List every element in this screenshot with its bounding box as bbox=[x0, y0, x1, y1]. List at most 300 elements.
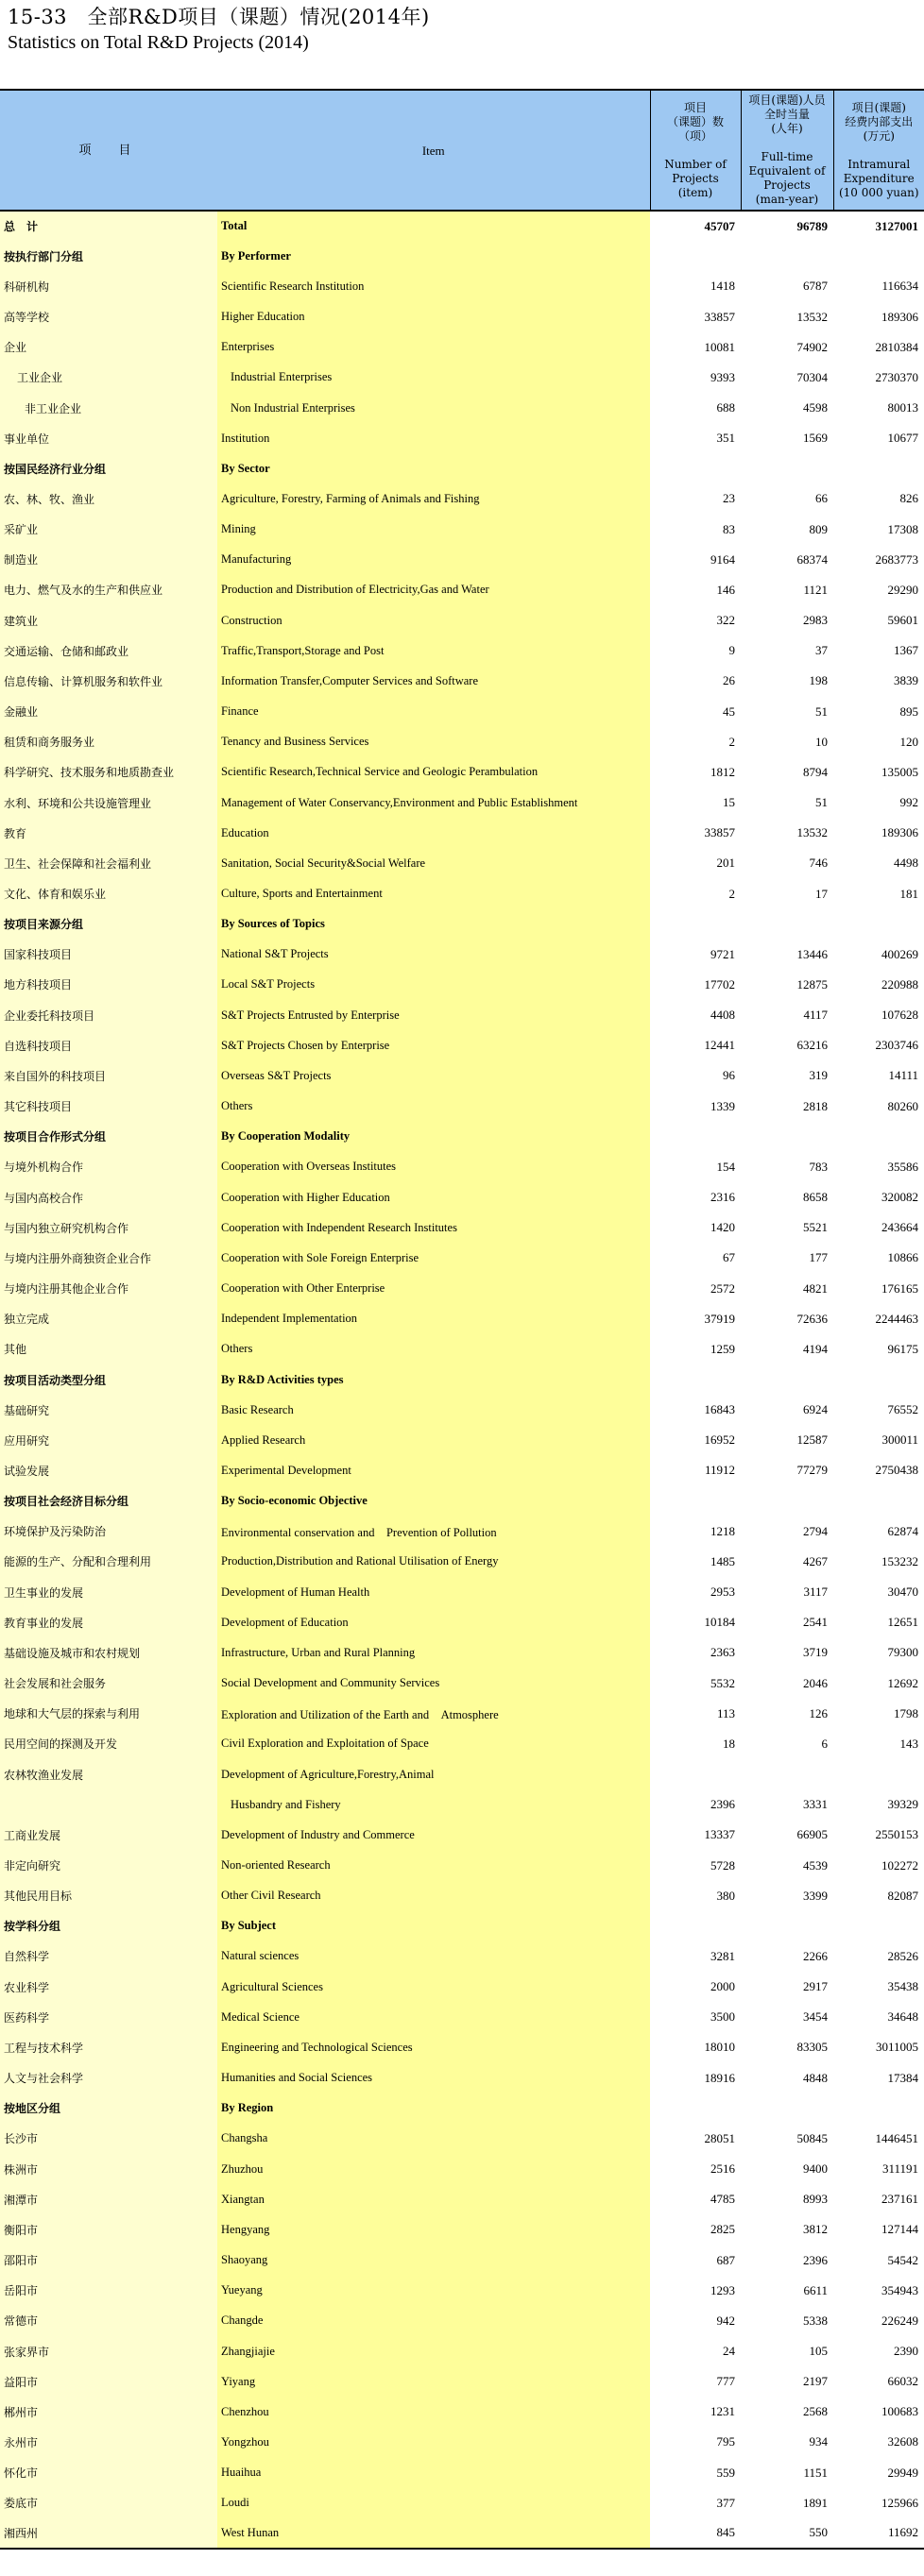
projects-count-cell: 1218 bbox=[650, 1517, 741, 1547]
projects-count-cell: 11912 bbox=[650, 1455, 741, 1485]
item-english-cell: Hengyang bbox=[217, 2214, 650, 2245]
expenditure-cell: 116634 bbox=[833, 271, 924, 301]
personnel-fte-cell: 809 bbox=[741, 515, 833, 545]
personnel-fte-cell: 550 bbox=[741, 2518, 833, 2549]
expenditure-cell: 1367 bbox=[833, 636, 924, 666]
expenditure-cell bbox=[833, 909, 924, 940]
projects-count-cell bbox=[650, 1486, 741, 1517]
projects-count-cell: 2363 bbox=[650, 1637, 741, 1668]
item-chinese-cell: 教育 bbox=[0, 818, 217, 848]
item-chinese-cell: 独立完成 bbox=[0, 1304, 217, 1334]
expenditure-cell: 10866 bbox=[833, 1243, 924, 1273]
expenditure-cell bbox=[833, 241, 924, 271]
item-english-cell: Culture, Sports and Entertainment bbox=[217, 878, 650, 908]
personnel-fte-cell: 6 bbox=[741, 1729, 833, 1759]
expenditure-cell: 311191 bbox=[833, 2154, 924, 2184]
table-row bbox=[0, 1972, 924, 2002]
personnel-fte-cell bbox=[741, 1759, 833, 1789]
expenditure-cell: 2244463 bbox=[833, 1304, 924, 1334]
expenditure-cell: 82087 bbox=[833, 1881, 924, 1911]
table-row bbox=[0, 1547, 924, 1577]
personnel-fte-cell: 77279 bbox=[741, 1455, 833, 1485]
expenditure-cell: 143 bbox=[833, 1729, 924, 1759]
projects-count-cell: 845 bbox=[650, 2518, 741, 2549]
item-english-cell: Changsha bbox=[217, 2124, 650, 2154]
projects-count-cell: 1259 bbox=[650, 1334, 741, 1364]
personnel-fte-cell: 4194 bbox=[741, 1334, 833, 1364]
projects-count-cell: 559 bbox=[650, 2458, 741, 2488]
expenditure-cell: 189306 bbox=[833, 301, 924, 331]
table-row bbox=[0, 1486, 924, 1517]
expenditure-cell: 34648 bbox=[833, 2002, 924, 2032]
item-chinese-cell: 试验发展 bbox=[0, 1455, 217, 1485]
projects-count-cell: 37919 bbox=[650, 1304, 741, 1334]
item-chinese-cell: 应用研究 bbox=[0, 1425, 217, 1455]
table-row bbox=[0, 1941, 924, 1972]
table-row bbox=[0, 575, 924, 605]
item-chinese-cell: 总 计 bbox=[0, 211, 217, 241]
expenditure-cell: 125966 bbox=[833, 2488, 924, 2518]
item-english-cell: Shaoyang bbox=[217, 2245, 650, 2275]
item-english-cell: Non-oriented Research bbox=[217, 1850, 650, 1880]
projects-count-cell: 15 bbox=[650, 788, 741, 818]
table-row bbox=[0, 2093, 924, 2124]
personnel-fte-cell: 72636 bbox=[741, 1304, 833, 1334]
expenditure-cell: 35586 bbox=[833, 1152, 924, 1182]
item-english-cell: Cooperation with Other Enterprise bbox=[217, 1273, 650, 1303]
personnel-fte-cell: 198 bbox=[741, 666, 833, 696]
personnel-fte-cell: 3719 bbox=[741, 1637, 833, 1668]
expenditure-cell: 1798 bbox=[833, 1699, 924, 1729]
projects-count-cell bbox=[650, 1911, 741, 1941]
projects-count-cell: 113 bbox=[650, 1699, 741, 1729]
projects-count-cell: 2 bbox=[650, 727, 741, 757]
table-row bbox=[0, 1122, 924, 1152]
item-english-cell: Husbandry and Fishery bbox=[217, 1789, 650, 1820]
table-row bbox=[0, 2276, 924, 2306]
item-english-cell: Yueyang bbox=[217, 2276, 650, 2306]
item-chinese-cell: 其他 bbox=[0, 1334, 217, 1364]
item-chinese-cell: 地球和大气层的探索与利用 bbox=[0, 1699, 217, 1729]
table-body bbox=[0, 211, 924, 2549]
table-row bbox=[0, 515, 924, 545]
personnel-fte-cell: 51 bbox=[741, 697, 833, 727]
expenditure-cell: 62874 bbox=[833, 1517, 924, 1547]
item-chinese-cell: 与国内独立研究机构合作 bbox=[0, 1212, 217, 1243]
item-english-cell: National S&T Projects bbox=[217, 940, 650, 970]
table-row bbox=[0, 363, 924, 393]
table-row bbox=[0, 1182, 924, 1212]
table-row bbox=[0, 2245, 924, 2275]
table-row bbox=[0, 2214, 924, 2245]
expenditure-cell: 3011005 bbox=[833, 2032, 924, 2062]
projects-count-cell: 2516 bbox=[650, 2154, 741, 2184]
personnel-fte-cell: 12875 bbox=[741, 970, 833, 1000]
item-english-cell: By Cooperation Modality bbox=[217, 1122, 650, 1152]
projects-count-cell: 154 bbox=[650, 1152, 741, 1182]
item-chinese-cell: 人文与社会科学 bbox=[0, 2063, 217, 2093]
item-chinese-cell: 娄底市 bbox=[0, 2488, 217, 2518]
table-row bbox=[0, 909, 924, 940]
personnel-fte-cell: 83305 bbox=[741, 2032, 833, 2062]
projects-count-cell: 18 bbox=[650, 1729, 741, 1759]
personnel-fte-cell: 6611 bbox=[741, 2276, 833, 2306]
expenditure-cell bbox=[833, 453, 924, 483]
item-english-cell: S&T Projects Entrusted by Enterprise bbox=[217, 1000, 650, 1030]
personnel-fte-cell: 96789 bbox=[741, 211, 833, 241]
personnel-fte-cell: 4821 bbox=[741, 1273, 833, 1303]
projects-count-cell: 2000 bbox=[650, 1972, 741, 2002]
table-row bbox=[0, 2336, 924, 2366]
personnel-fte-cell: 13532 bbox=[741, 301, 833, 331]
table-row bbox=[0, 1304, 924, 1334]
item-chinese-cell: 科学研究、技术服务和地质勘查业 bbox=[0, 757, 217, 788]
expenditure-cell: 4498 bbox=[833, 848, 924, 878]
item-chinese-cell: 非工业企业 bbox=[0, 393, 217, 423]
item-chinese-cell: 与国内高校合作 bbox=[0, 1182, 217, 1212]
item-english-cell: Independent Implementation bbox=[217, 1304, 650, 1334]
table-row bbox=[0, 2032, 924, 2062]
projects-count-cell: 1812 bbox=[650, 757, 741, 788]
projects-count-cell: 10081 bbox=[650, 332, 741, 363]
personnel-fte-cell: 37 bbox=[741, 636, 833, 666]
item-chinese-cell: 按执行部门分组 bbox=[0, 241, 217, 271]
item-english-cell: Environmental conservation and Prevention of Pollution bbox=[217, 1517, 650, 1547]
projects-count-cell: 13337 bbox=[650, 1820, 741, 1850]
title-block bbox=[8, 4, 915, 55]
projects-count-cell: 9 bbox=[650, 636, 741, 666]
item-chinese-cell: 怀化市 bbox=[0, 2458, 217, 2488]
table-row bbox=[0, 211, 924, 241]
table-row bbox=[0, 483, 924, 514]
personnel-fte-cell bbox=[741, 241, 833, 271]
personnel-fte-cell bbox=[741, 1911, 833, 1941]
table-row bbox=[0, 818, 924, 848]
item-chinese-cell: 岳阳市 bbox=[0, 2276, 217, 2306]
expenditure-cell: 17308 bbox=[833, 515, 924, 545]
projects-count-cell: 4408 bbox=[650, 1000, 741, 1030]
item-chinese-cell: 民用空间的探测及开发 bbox=[0, 1729, 217, 1759]
item-chinese-cell: 金融业 bbox=[0, 697, 217, 727]
expenditure-cell: 2390 bbox=[833, 2336, 924, 2366]
item-chinese-cell: 非定向研究 bbox=[0, 1850, 217, 1880]
personnel-fte-cell: 66905 bbox=[741, 1820, 833, 1850]
expenditure-cell: 54542 bbox=[833, 2245, 924, 2275]
table-row bbox=[0, 271, 924, 301]
projects-count-cell bbox=[650, 1759, 741, 1789]
item-chinese-cell: 企业 bbox=[0, 332, 217, 363]
expenditure-cell: 10677 bbox=[833, 423, 924, 453]
table-row bbox=[0, 545, 924, 575]
header-item-chinese: 项 目 bbox=[0, 90, 217, 211]
personnel-fte-cell: 9400 bbox=[741, 2154, 833, 2184]
projects-count-cell: 2825 bbox=[650, 2214, 741, 2245]
item-english-cell: By Socio-economic Objective bbox=[217, 1486, 650, 1517]
item-chinese-cell: 信息传输、计算机服务和软件业 bbox=[0, 666, 217, 696]
table-row bbox=[0, 1000, 924, 1030]
personnel-fte-cell: 1151 bbox=[741, 2458, 833, 2488]
projects-count-cell: 18010 bbox=[650, 2032, 741, 2062]
table-row bbox=[0, 1243, 924, 1273]
personnel-fte-cell: 2983 bbox=[741, 605, 833, 636]
personnel-fte-cell: 1891 bbox=[741, 2488, 833, 2518]
projects-count-cell bbox=[650, 1122, 741, 1152]
table-row bbox=[0, 2063, 924, 2093]
table-row bbox=[0, 2306, 924, 2336]
personnel-fte-cell: 6924 bbox=[741, 1395, 833, 1425]
projects-count-cell: 795 bbox=[650, 2427, 741, 2457]
item-english-cell: Huaihua bbox=[217, 2458, 650, 2488]
projects-count-cell: 18916 bbox=[650, 2063, 741, 2093]
projects-count-cell: 2572 bbox=[650, 1273, 741, 1303]
table-row bbox=[0, 2458, 924, 2488]
item-english-cell: Other Civil Research bbox=[217, 1881, 650, 1911]
personnel-fte-cell: 4539 bbox=[741, 1850, 833, 1880]
item-english-cell: Cooperation with Higher Education bbox=[217, 1182, 650, 1212]
item-english-cell: By Sources of Topics bbox=[217, 909, 650, 940]
expenditure-cell bbox=[833, 1122, 924, 1152]
item-chinese-cell: 按项目活动类型分组 bbox=[0, 1364, 217, 1395]
expenditure-cell: 30470 bbox=[833, 1577, 924, 1607]
item-english-cell: Agricultural Sciences bbox=[217, 1972, 650, 2002]
item-chinese-cell: 其它科技项目 bbox=[0, 1092, 217, 1122]
projects-count-cell: 377 bbox=[650, 2488, 741, 2518]
expenditure-cell bbox=[833, 1364, 924, 1395]
personnel-fte-cell: 70304 bbox=[741, 363, 833, 393]
expenditure-cell: 2730370 bbox=[833, 363, 924, 393]
projects-count-cell bbox=[650, 1364, 741, 1395]
expenditure-cell: 2810384 bbox=[833, 332, 924, 363]
table-row bbox=[0, 241, 924, 271]
expenditure-cell: 135005 bbox=[833, 757, 924, 788]
projects-count-cell: 4785 bbox=[650, 2184, 741, 2214]
projects-count-cell: 1485 bbox=[650, 1547, 741, 1577]
table-row bbox=[0, 2427, 924, 2457]
projects-count-cell: 24 bbox=[650, 2336, 741, 2366]
expenditure-cell: 826 bbox=[833, 483, 924, 514]
expenditure-cell: 354943 bbox=[833, 2276, 924, 2306]
personnel-fte-cell: 2818 bbox=[741, 1092, 833, 1122]
item-english-cell: Mining bbox=[217, 515, 650, 545]
expenditure-cell: 39329 bbox=[833, 1789, 924, 1820]
item-chinese-cell: 基础设施及城市和农村规划 bbox=[0, 1637, 217, 1668]
item-chinese-cell: 按学科分组 bbox=[0, 1911, 217, 1941]
table-row bbox=[0, 1881, 924, 1911]
item-english-cell: Cooperation with Sole Foreign Enterprise bbox=[217, 1243, 650, 1273]
table-row bbox=[0, 393, 924, 423]
item-english-cell: Yiyang bbox=[217, 2366, 650, 2397]
expenditure-cell: 100683 bbox=[833, 2397, 924, 2427]
table-row bbox=[0, 332, 924, 363]
personnel-fte-cell: 17 bbox=[741, 878, 833, 908]
personnel-fte-cell: 74902 bbox=[741, 332, 833, 363]
item-chinese-cell: 能源的生产、分配和合理利用 bbox=[0, 1547, 217, 1577]
projects-count-cell: 777 bbox=[650, 2366, 741, 2397]
personnel-fte-cell: 2046 bbox=[741, 1669, 833, 1699]
item-english-cell: Others bbox=[217, 1334, 650, 1364]
table-row bbox=[0, 1212, 924, 1243]
item-chinese-cell: 其他民用目标 bbox=[0, 1881, 217, 1911]
personnel-fte-cell: 8658 bbox=[741, 1182, 833, 1212]
table-row bbox=[0, 2184, 924, 2214]
projects-count-cell: 688 bbox=[650, 393, 741, 423]
projects-count-cell: 9164 bbox=[650, 545, 741, 575]
expenditure-cell: 153232 bbox=[833, 1547, 924, 1577]
item-english-cell: Development of Agriculture,Forestry,Animal bbox=[217, 1759, 650, 1789]
personnel-fte-cell: 4598 bbox=[741, 393, 833, 423]
statistics-table-container bbox=[0, 89, 924, 2550]
expenditure-cell: 76552 bbox=[833, 1395, 924, 1425]
personnel-fte-cell: 177 bbox=[741, 1243, 833, 1273]
expenditure-cell: 2550153 bbox=[833, 1820, 924, 1850]
table-row bbox=[0, 1759, 924, 1789]
projects-count-cell: 2396 bbox=[650, 1789, 741, 1820]
personnel-fte-cell bbox=[741, 1364, 833, 1395]
expenditure-cell: 17384 bbox=[833, 2063, 924, 2093]
item-chinese-cell: 社会发展和社会服务 bbox=[0, 1669, 217, 1699]
personnel-fte-cell: 319 bbox=[741, 1060, 833, 1091]
projects-count-cell: 322 bbox=[650, 605, 741, 636]
personnel-fte-cell: 4117 bbox=[741, 1000, 833, 1030]
item-chinese-cell: 郴州市 bbox=[0, 2397, 217, 2427]
expenditure-cell: 2303746 bbox=[833, 1030, 924, 1060]
expenditure-cell: 400269 bbox=[833, 940, 924, 970]
expenditure-cell: 2683773 bbox=[833, 545, 924, 575]
item-english-cell: Education bbox=[217, 818, 650, 848]
expenditure-cell: 992 bbox=[833, 788, 924, 818]
projects-count-cell: 9393 bbox=[650, 363, 741, 393]
item-chinese-cell: 农业科学 bbox=[0, 1972, 217, 2002]
item-english-cell: Sanitation, Social Security&Social Welfare bbox=[217, 848, 650, 878]
personnel-fte-cell: 8794 bbox=[741, 757, 833, 788]
item-english-cell: Natural sciences bbox=[217, 1941, 650, 1972]
projects-count-cell: 2953 bbox=[650, 1577, 741, 1607]
item-chinese-cell: 采矿业 bbox=[0, 515, 217, 545]
item-english-cell: By Subject bbox=[217, 1911, 650, 1941]
table-row bbox=[0, 1517, 924, 1547]
personnel-fte-cell: 3117 bbox=[741, 1577, 833, 1607]
expenditure-cell: 35438 bbox=[833, 1972, 924, 2002]
personnel-fte-cell: 3331 bbox=[741, 1789, 833, 1820]
personnel-fte-cell: 2541 bbox=[741, 1607, 833, 1637]
table-row bbox=[0, 1669, 924, 1699]
item-english-cell: Development of Industry and Commerce bbox=[217, 1820, 650, 1850]
item-english-cell: Engineering and Technological Sciences bbox=[217, 2032, 650, 2062]
item-chinese-cell: 租赁和商务服务业 bbox=[0, 727, 217, 757]
item-english-cell: Management of Water Conservancy,Environment and Public Establishment bbox=[217, 788, 650, 818]
personnel-fte-cell: 126 bbox=[741, 1699, 833, 1729]
expenditure-cell: 181 bbox=[833, 878, 924, 908]
projects-count-cell: 26 bbox=[650, 666, 741, 696]
projects-count-cell: 2 bbox=[650, 878, 741, 908]
projects-count-cell bbox=[650, 453, 741, 483]
personnel-fte-cell: 2396 bbox=[741, 2245, 833, 2275]
item-english-cell: Cooperation with Independent Research Institutes bbox=[217, 1212, 650, 1243]
table-row bbox=[0, 423, 924, 453]
item-english-cell: S&T Projects Chosen by Enterprise bbox=[217, 1030, 650, 1060]
table-row bbox=[0, 1577, 924, 1607]
item-chinese-cell: 按国民经济行业分组 bbox=[0, 453, 217, 483]
item-chinese-cell: 文化、体育和娱乐业 bbox=[0, 878, 217, 908]
expenditure-cell: 14111 bbox=[833, 1060, 924, 1091]
table-row bbox=[0, 2154, 924, 2184]
item-english-cell: Social Development and Community Services bbox=[217, 1669, 650, 1699]
expenditure-cell: 96175 bbox=[833, 1334, 924, 1364]
item-chinese-cell: 按项目来源分组 bbox=[0, 909, 217, 940]
item-chinese-cell: 水利、环境和公共设施管理业 bbox=[0, 788, 217, 818]
item-english-cell: Overseas S&T Projects bbox=[217, 1060, 650, 1091]
item-chinese-cell: 农、林、牧、渔业 bbox=[0, 483, 217, 514]
item-chinese-cell: 电力、燃气及水的生产和供应业 bbox=[0, 575, 217, 605]
personnel-fte-cell: 13446 bbox=[741, 940, 833, 970]
item-chinese-cell: 农林牧渔业发展 bbox=[0, 1759, 217, 1789]
item-english-cell: Manufacturing bbox=[217, 545, 650, 575]
table-row bbox=[0, 1911, 924, 1941]
rd-projects-table bbox=[0, 89, 924, 2550]
table-row bbox=[0, 1273, 924, 1303]
personnel-fte-cell bbox=[741, 2093, 833, 2124]
table-row bbox=[0, 605, 924, 636]
item-english-cell: Exploration and Utilization of the Earth and Atmosphere bbox=[217, 1699, 650, 1729]
item-chinese-cell: 卫生、社会保障和社会福利业 bbox=[0, 848, 217, 878]
personnel-fte-cell bbox=[741, 1486, 833, 1517]
expenditure-cell: 120 bbox=[833, 727, 924, 757]
expenditure-cell: 237161 bbox=[833, 2184, 924, 2214]
item-chinese-cell: 企业委托科技项目 bbox=[0, 1000, 217, 1030]
table-row bbox=[0, 1820, 924, 1850]
item-english-cell: Agriculture, Forestry, Farming of Animals and Fishing bbox=[217, 483, 650, 514]
personnel-fte-cell: 2794 bbox=[741, 1517, 833, 1547]
expenditure-cell: 102272 bbox=[833, 1850, 924, 1880]
projects-count-cell: 17702 bbox=[650, 970, 741, 1000]
table-row bbox=[0, 878, 924, 908]
item-english-cell: Changde bbox=[217, 2306, 650, 2336]
item-chinese-cell: 株洲市 bbox=[0, 2154, 217, 2184]
personnel-fte-cell: 13532 bbox=[741, 818, 833, 848]
projects-count-cell: 5728 bbox=[650, 1850, 741, 1880]
item-english-cell: Xiangtan bbox=[217, 2184, 650, 2214]
table-row bbox=[0, 1850, 924, 1880]
item-chinese-cell: 事业单位 bbox=[0, 423, 217, 453]
projects-count-cell: 1293 bbox=[650, 2276, 741, 2306]
table-row bbox=[0, 301, 924, 331]
table-row bbox=[0, 2488, 924, 2518]
projects-count-cell: 1420 bbox=[650, 1212, 741, 1243]
item-english-cell: Infrastructure, Urban and Rural Planning bbox=[217, 1637, 650, 1668]
item-english-cell: Construction bbox=[217, 605, 650, 636]
item-chinese-cell: 衡阳市 bbox=[0, 2214, 217, 2245]
table-row bbox=[0, 2002, 924, 2032]
item-chinese-cell: 环境保护及污染防治 bbox=[0, 1517, 217, 1547]
projects-count-cell: 3281 bbox=[650, 1941, 741, 1972]
item-chinese-cell: 与境外机构合作 bbox=[0, 1152, 217, 1182]
item-english-cell: Institution bbox=[217, 423, 650, 453]
projects-count-cell: 1231 bbox=[650, 2397, 741, 2427]
projects-count-cell: 45 bbox=[650, 697, 741, 727]
personnel-fte-cell: 5338 bbox=[741, 2306, 833, 2336]
expenditure-cell: 300011 bbox=[833, 1425, 924, 1455]
header-number-of-projects: 项目 （课题）数 （项） Number of Projects (item) bbox=[650, 90, 741, 211]
personnel-fte-cell: 10 bbox=[741, 727, 833, 757]
projects-count-cell: 16952 bbox=[650, 1425, 741, 1455]
personnel-fte-cell: 4848 bbox=[741, 2063, 833, 2093]
personnel-fte-cell: 2197 bbox=[741, 2366, 833, 2397]
projects-count-cell: 942 bbox=[650, 2306, 741, 2336]
projects-count-cell: 146 bbox=[650, 575, 741, 605]
expenditure-cell: 80260 bbox=[833, 1092, 924, 1122]
projects-count-cell: 16843 bbox=[650, 1395, 741, 1425]
projects-count-cell: 83 bbox=[650, 515, 741, 545]
